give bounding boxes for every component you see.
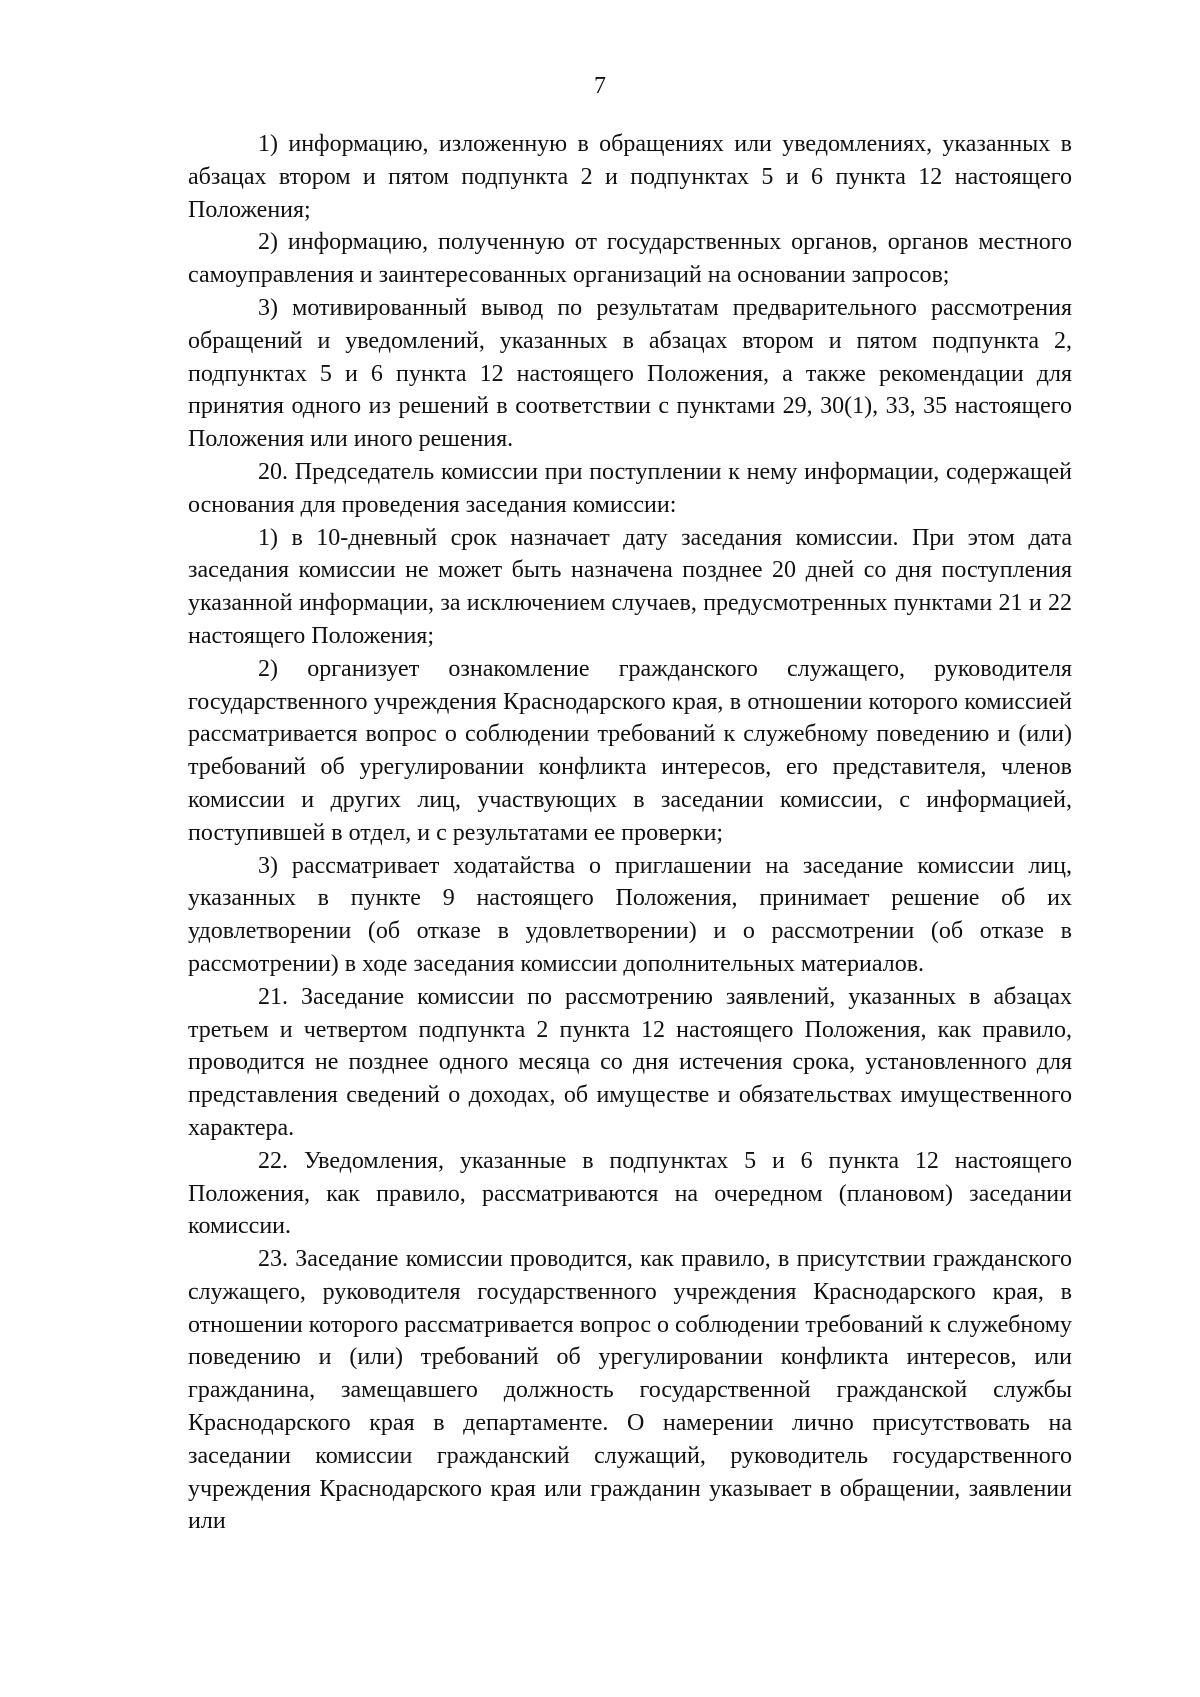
paragraph-clause-22: 22. Уведомления, указанные в подпунктах 5 и 6 пункта 12 настоящего Положения, как правило, рассматриваются на очередном (плановом) заседании комиссии.	[188, 1147, 1072, 1240]
paragraph-clause-20: 20. Председатель комиссии при поступлении к нему информации, содержащей основания для проведения заседания комиссии:	[188, 458, 1072, 518]
paragraph-clause-21: 21. Заседание комиссии по рассмотрению заявлений, указанных в абзацах третьем и четвертом подпункта 2 пункта 12 настоящего Положения, как правило, проводится не позднее одного месяца со дня истечения срока, установленного для представления сведений о доходах, об имуществе и обязательствах имущественного характера.	[188, 983, 1072, 1141]
paragraph-item-2-information: 2) информацию, полученную от государственных органов, органов местного самоуправления и заинтересованных организаций на основании запросов;	[188, 229, 1072, 289]
document-body	[188, 128, 1072, 1538]
paragraph-clause-20-item-1: 1) в 10-дневный срок назначает дату заседания комиссии. При этом дата заседания комиссии не может быть назначена позднее 20 дней со дня поступления указанной информации, за исключением случаев, предусмотренных пунктами 21 и 22 настоящего Положения;	[188, 524, 1072, 649]
paragraph-clause-20-item-2: 2) организует ознакомление гражданского служащего, руководителя государственного учреждения Краснодарского края, в отношении которого комиссией рассматривается вопрос о соблюдении требований к служебному поведению и (или) требований об урегулировании конфликта интересов, его представителя, членов комиссии и других лиц, участвующих в заседании комиссии, с информацией, поступившей в отдел, и с результатами ее проверки;	[188, 655, 1072, 846]
paragraph-item-3-conclusion: 3) мотивированный вывод по результатам предварительного рассмотрения обращений и уведомлений, указанных в абзацах втором и пятом подпункта 2, подпунктах 5 и 6 пункта 12 настоящего Положения, а также рекомендации для принятия одного из решений в соответствии с пунктами 29, 30(1), 33, 35 настоящего Положения или иного решения.	[188, 294, 1072, 453]
paragraph-clause-20-item-3: 3) рассматривает ходатайства о приглашении на заседание комиссии лиц, указанных в пункте 9 настоящего Положения, принимает решение об их удовлетворении (об отказе в удовлетворении) и о рассмотрении (об отказе в рассмотрении) в ходе заседания комиссии дополнительных материалов.	[188, 852, 1072, 977]
paragraph-item-1-information: 1) информацию, изложенную в обращениях или уведомлениях, указанных в абзацах втором и пятом подпункта 2 и подпунктах 5 и 6 пункта 12 настоящего Положения;	[188, 131, 1072, 223]
page-number: 7	[594, 73, 606, 99]
paragraph-clause-23: 23. Заседание комиссии проводится, как правило, в присутствии гражданского служащего, руководителя государственного учреждения Краснодарского края, в отношении которого рассматривается вопрос о соблюдении требований к служебному поведению и (или) требований об урегулировании конфликта интересов, или гражданина, замещавшего должность государственной гражданской службы Краснодарского края в департаменте. О намерении лично присутствовать на заседании комиссии гражданский служащий, руководитель государственного учреждения Краснодарского края или гражданин указывает в обращении, заявлении или	[188, 1246, 1072, 1535]
